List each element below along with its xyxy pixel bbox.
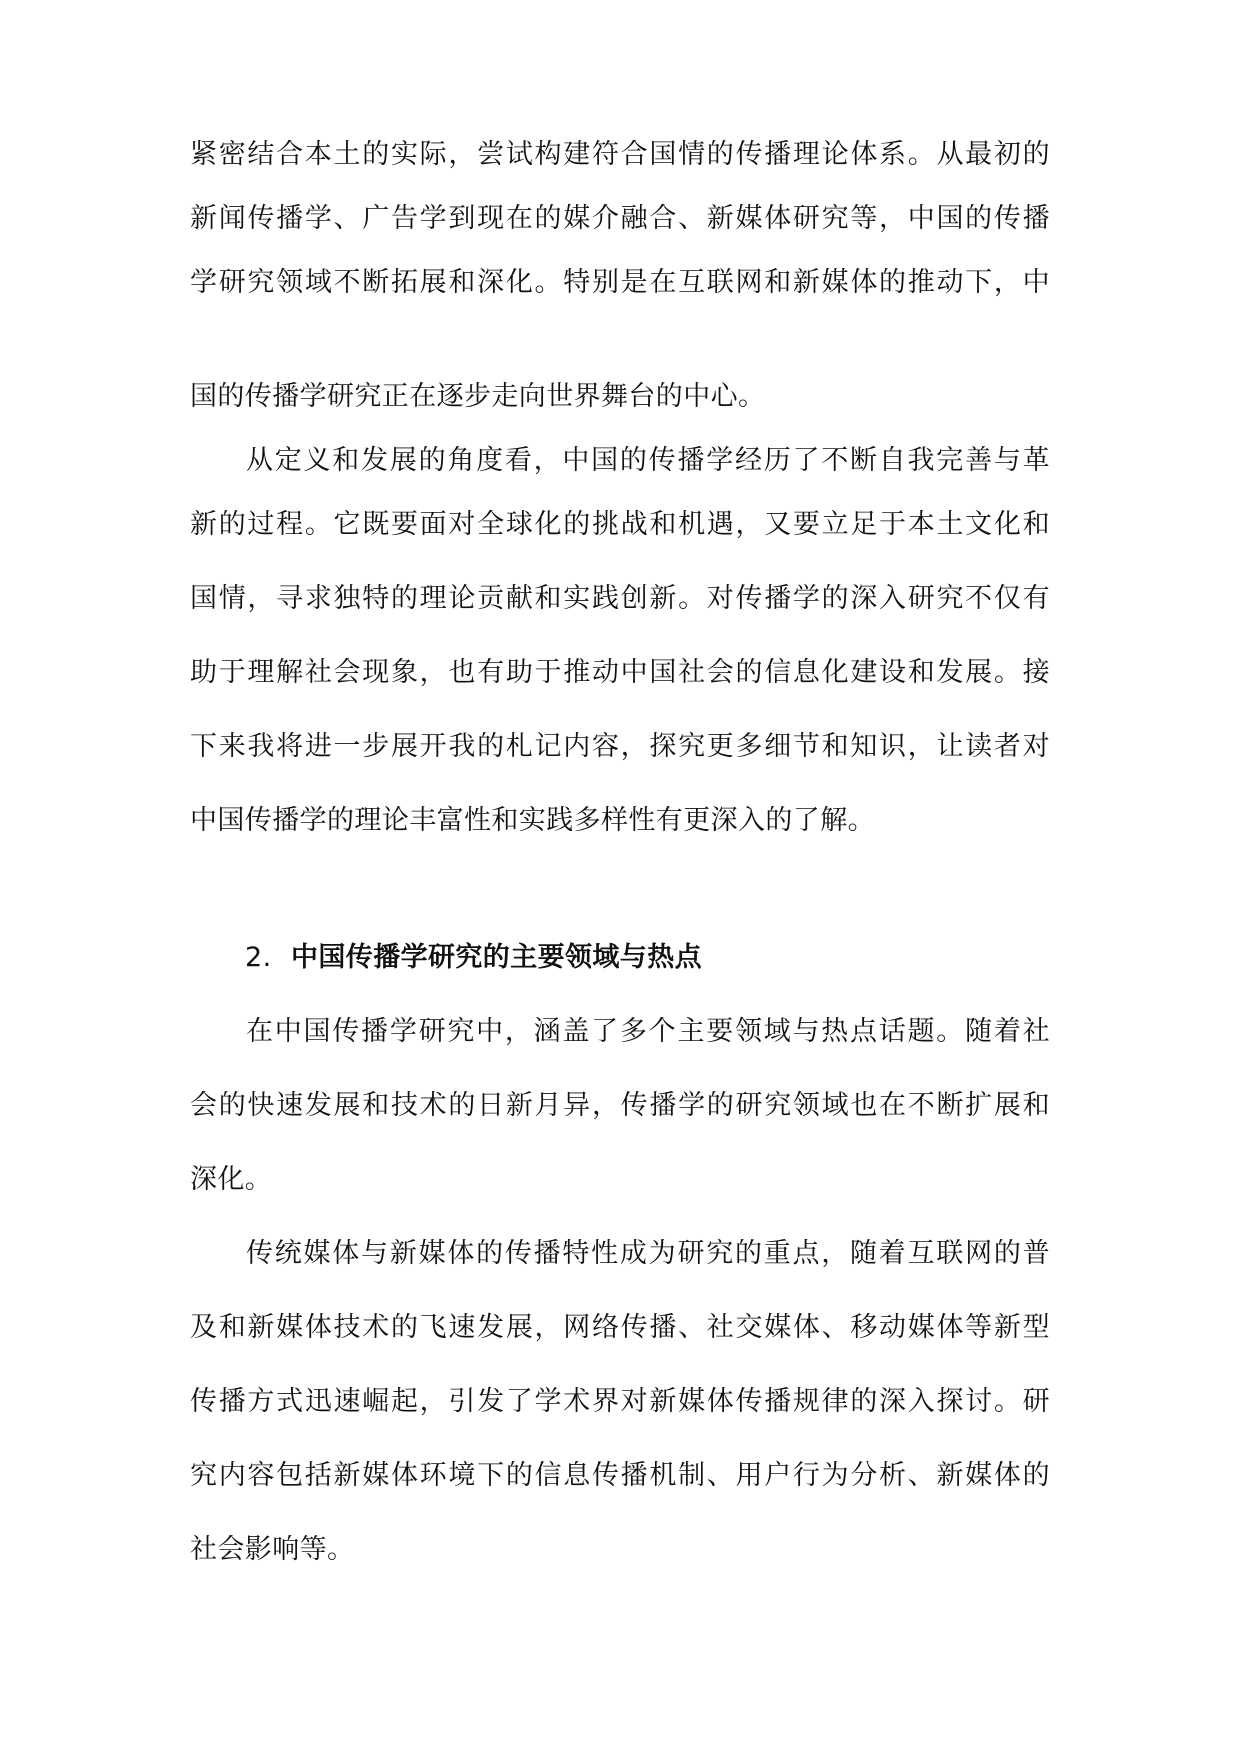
- paragraph-line: 学研究领域不断拓展和深化。特别是在互联网和新媒体的推动下，中: [190, 267, 1050, 298]
- paragraph-line: 及和新媒体技术的飞速发展，网络传播、社交媒体、移动媒体等新型: [190, 1312, 1050, 1343]
- paragraph-line: 中国传播学的理论丰富性和实践多样性有更深入的了解。: [190, 805, 875, 836]
- paragraph-line: 从定义和发展的角度看，中国的传播学经历了不断自我完善与革: [246, 445, 1050, 476]
- paragraph-line: 会的快速发展和技术的日新月异，传播学的研究领域也在不断扩展和: [190, 1090, 1050, 1121]
- paragraph-line: 深化。: [190, 1164, 273, 1195]
- section-heading: [245, 940, 702, 976]
- paragraph-line: 传统媒体与新媒体的传播特性成为研究的重点，随着互联网的普: [246, 1238, 1050, 1269]
- paragraph-line: 社会影响等。: [190, 1534, 355, 1565]
- section-number: 2.: [245, 942, 272, 973]
- paragraph-line: 究内容包括新媒体环境下的信息传播机制、用户行为分析、新媒体的: [190, 1460, 1050, 1491]
- paragraph-line: 助于理解社会现象，也有助于推动中国社会的信息化建设和发展。接: [190, 657, 1050, 688]
- paragraph-line: 在中国传播学研究中，涵盖了多个主要领域与热点话题。随着社: [246, 1016, 1050, 1047]
- paragraph-line: 新的过程。它既要面对全球化的挑战和机遇，又要立足于本土文化和: [190, 509, 1050, 540]
- paragraph-line: 新闻传播学、广告学到现在的媒介融合、新媒体研究等，中国的传播: [190, 203, 1050, 234]
- paragraph-line: 国的传播学研究正在逐步走向世界舞台的中心。: [190, 381, 766, 412]
- paragraph-line: 下来我将进一步展开我的札记内容，探究更多细节和知识，让读者对: [190, 731, 1050, 762]
- paragraph-line: 国情，寻求独特的理论贡献和实践创新。对传播学的深入研究不仅有: [190, 583, 1050, 614]
- paragraph-line: 传播方式迅速崛起，引发了学术界对新媒体传播规律的深入探讨。研: [190, 1386, 1050, 1417]
- section-title: 中国传播学研究的主要领域与热点: [291, 942, 702, 973]
- paragraph-line: 紧密结合本土的实际，尝试构建符合国情的传播理论体系。从最初的: [190, 139, 1050, 170]
